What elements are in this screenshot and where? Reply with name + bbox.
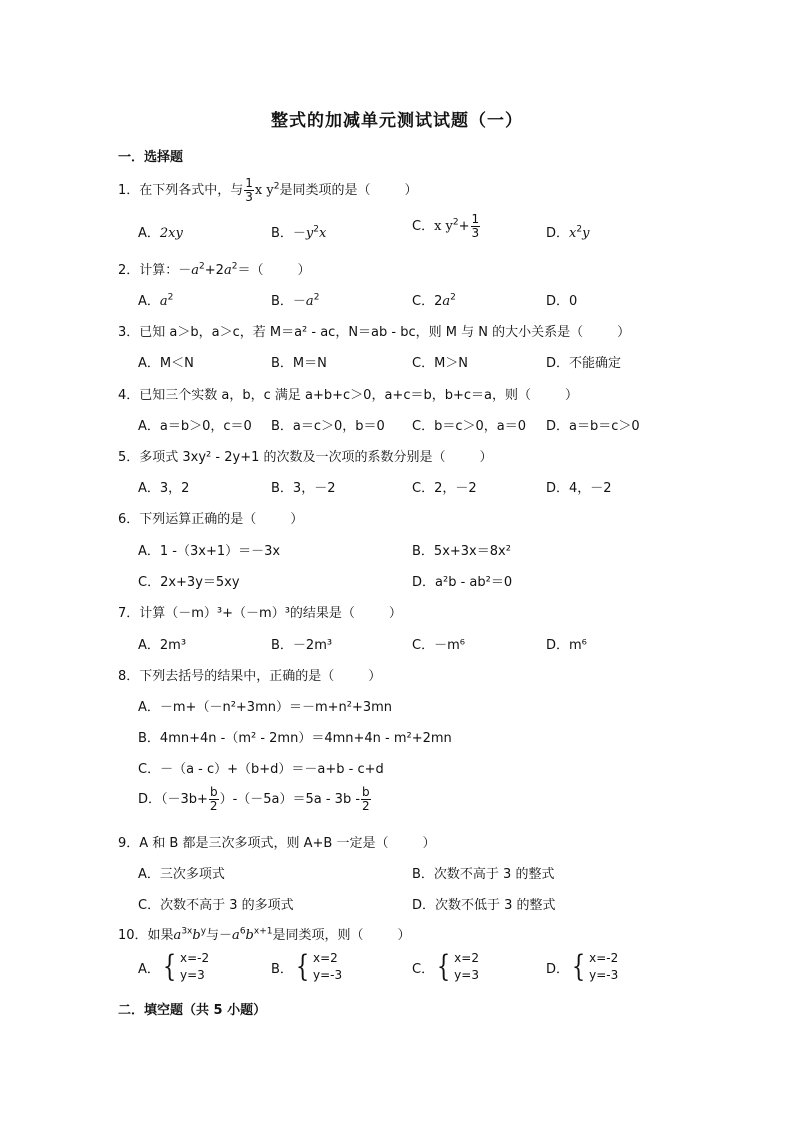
q1-options — [138, 212, 658, 242]
q6-options-row1 — [138, 540, 658, 560]
q6-options-row2 — [138, 571, 658, 591]
q10-options — [138, 950, 658, 990]
q2-option-d[interactable]: D．0 — [546, 294, 578, 309]
q3-option-c[interactable]: C．M＞N — [412, 356, 469, 371]
q1-expr: x y — [254, 183, 274, 198]
q8-option-d[interactable]: D．（－3b+ $\frac{b}{2}$ ）-（－5a）＝5a - 3b - $\frac{b}{2}$ — [138, 785, 370, 813]
q9-option-c[interactable]: C．次数不高于 3 的多项式 — [138, 898, 294, 913]
question-9: 9．A 和 B 都是三次多项式，则 A+B 一定是（ ） — [118, 836, 436, 851]
q9-option-d[interactable]: D．次数不低于 3 的整式 — [412, 898, 556, 913]
q4-option-a[interactable]: A．a＝b＞0，c＝0 — [138, 419, 252, 434]
question-1: 1．在下列各式中，与 $\frac{1}{3}$ x $y^2$是同类项的是（ ） — [118, 176, 418, 204]
q2-option-a[interactable]: A．$a^2$ — [138, 292, 174, 309]
q4-option-b[interactable]: B．a＝c＞0，b＝0 — [271, 419, 385, 434]
question-4: 4．已知三个实数 a，b，c 满足 a+b+c＞0，a+c＝b，b+c＝a，则（ ） — [118, 388, 578, 403]
q8-option-d-row — [138, 786, 658, 818]
q8-option-a-row — [138, 696, 658, 716]
q3-option-a[interactable]: A．M＜N — [138, 356, 194, 371]
question-2: 2．计算：$-a^2+2a^2=$（ ） — [118, 261, 311, 278]
q8-option-a[interactable]: A．－m+（－n²+3mn）＝－m+n²+3mn — [138, 700, 393, 715]
section-fill-heading: 二．填空题（共 5 小题） — [118, 1003, 267, 1018]
q10-option-d[interactable]: D． { x=-2 y=-3 — [546, 949, 619, 984]
fraction: $\frac{1}{3}$ — [245, 176, 253, 204]
question-8: 8．下列去括号的结果中，正确的是（ ） — [118, 669, 382, 684]
q5-option-d[interactable]: D．4，－2 — [546, 481, 612, 496]
q1-option-c[interactable]: C．x $y^2+$ $\frac{1}{3}$ — [412, 212, 480, 240]
q10-option-a[interactable]: A． { x=-2 y=3 — [138, 949, 210, 984]
q8-option-b-row — [138, 727, 658, 747]
q4-option-c[interactable]: C．b＝c＞0，a＝0 — [412, 419, 526, 434]
question-7: 7．计算（－m）³+（－m）³的结果是（ ） — [118, 606, 402, 621]
question-5: 5．多项式 3xy² - 2y+1 的次数及一次项的系数分别是（ ） — [118, 450, 493, 465]
question-3: 3．已知 a＞b，a＞c，若 M＝a² - ac，N＝ab - bc，则 M 与 N 的大小关系是（ ） — [118, 325, 631, 340]
q4-options — [138, 415, 658, 435]
q6-option-a[interactable]: A．1 -（3x+1）＝－3x — [138, 544, 281, 559]
q10-option-b[interactable]: B． { x=2 y=-3 — [271, 949, 343, 984]
q2-option-c[interactable]: C．$2a^2$ — [412, 292, 456, 309]
q1-option-b[interactable]: B．$-y^2x$ — [271, 224, 327, 241]
q3-options — [138, 352, 658, 372]
q6-option-c[interactable]: C．2x+3y＝5xy — [138, 575, 240, 590]
question-6: 6．下列运算正确的是（ ） — [118, 512, 304, 527]
q8-option-b[interactable]: B．4mn+4n -（m² - 2mn）＝4mn+4n - m²+2mn — [138, 731, 452, 746]
q8-option-c[interactable]: C．－（a - c）+（b+d）＝－a+b - c+d — [138, 762, 384, 777]
q7-options — [138, 634, 658, 654]
q5-option-b[interactable]: B．3，－2 — [271, 481, 336, 496]
q3-option-b[interactable]: B．M＝N — [271, 356, 327, 371]
q1-stem: 1．在下列各式中，与 — [118, 183, 244, 198]
q7-option-a[interactable]: A．2m³ — [138, 638, 187, 653]
q7-option-b[interactable]: B．－2m³ — [271, 638, 333, 653]
q9-option-b[interactable]: B．次数不高于 3 的整式 — [412, 867, 555, 882]
q1-option-a[interactable]: A．2xy — [138, 226, 183, 241]
q8-option-c-row — [138, 758, 658, 778]
q7-option-d[interactable]: D．m⁶ — [546, 638, 587, 653]
q2-options — [138, 290, 658, 310]
q7-option-c[interactable]: C．－m⁶ — [412, 638, 465, 653]
q2-option-b[interactable]: B．$-a^2$ — [271, 292, 320, 309]
q10-option-c[interactable]: C． { x=2 y=3 — [412, 949, 479, 984]
q9-option-a[interactable]: A．三次多项式 — [138, 867, 225, 882]
q1-option-d[interactable]: D．$x^2y$ — [546, 224, 590, 241]
page-title: 整式的加减单元测试试题（一） — [271, 111, 523, 131]
section-choice-heading: 一．选择题 — [118, 150, 184, 165]
q9-options-row2 — [138, 894, 658, 914]
q5-option-c[interactable]: C．2，－2 — [412, 481, 477, 496]
q9-options-row1 — [138, 863, 658, 883]
q3-option-d[interactable]: D．不能确定 — [546, 356, 622, 371]
q5-options — [138, 477, 658, 497]
question-10: 10．如果$a^{3x}b^y$与$-a^6b^{x+1}$是同类项，则（ ） — [118, 926, 411, 943]
q5-option-a[interactable]: A．3，2 — [138, 481, 190, 496]
q4-option-d[interactable]: D．a＝b＝c＞0 — [546, 419, 640, 434]
q6-option-d[interactable]: D．a²b - ab²＝0 — [412, 575, 513, 590]
q6-option-b[interactable]: B．5x+3x＝8x² — [412, 544, 511, 559]
